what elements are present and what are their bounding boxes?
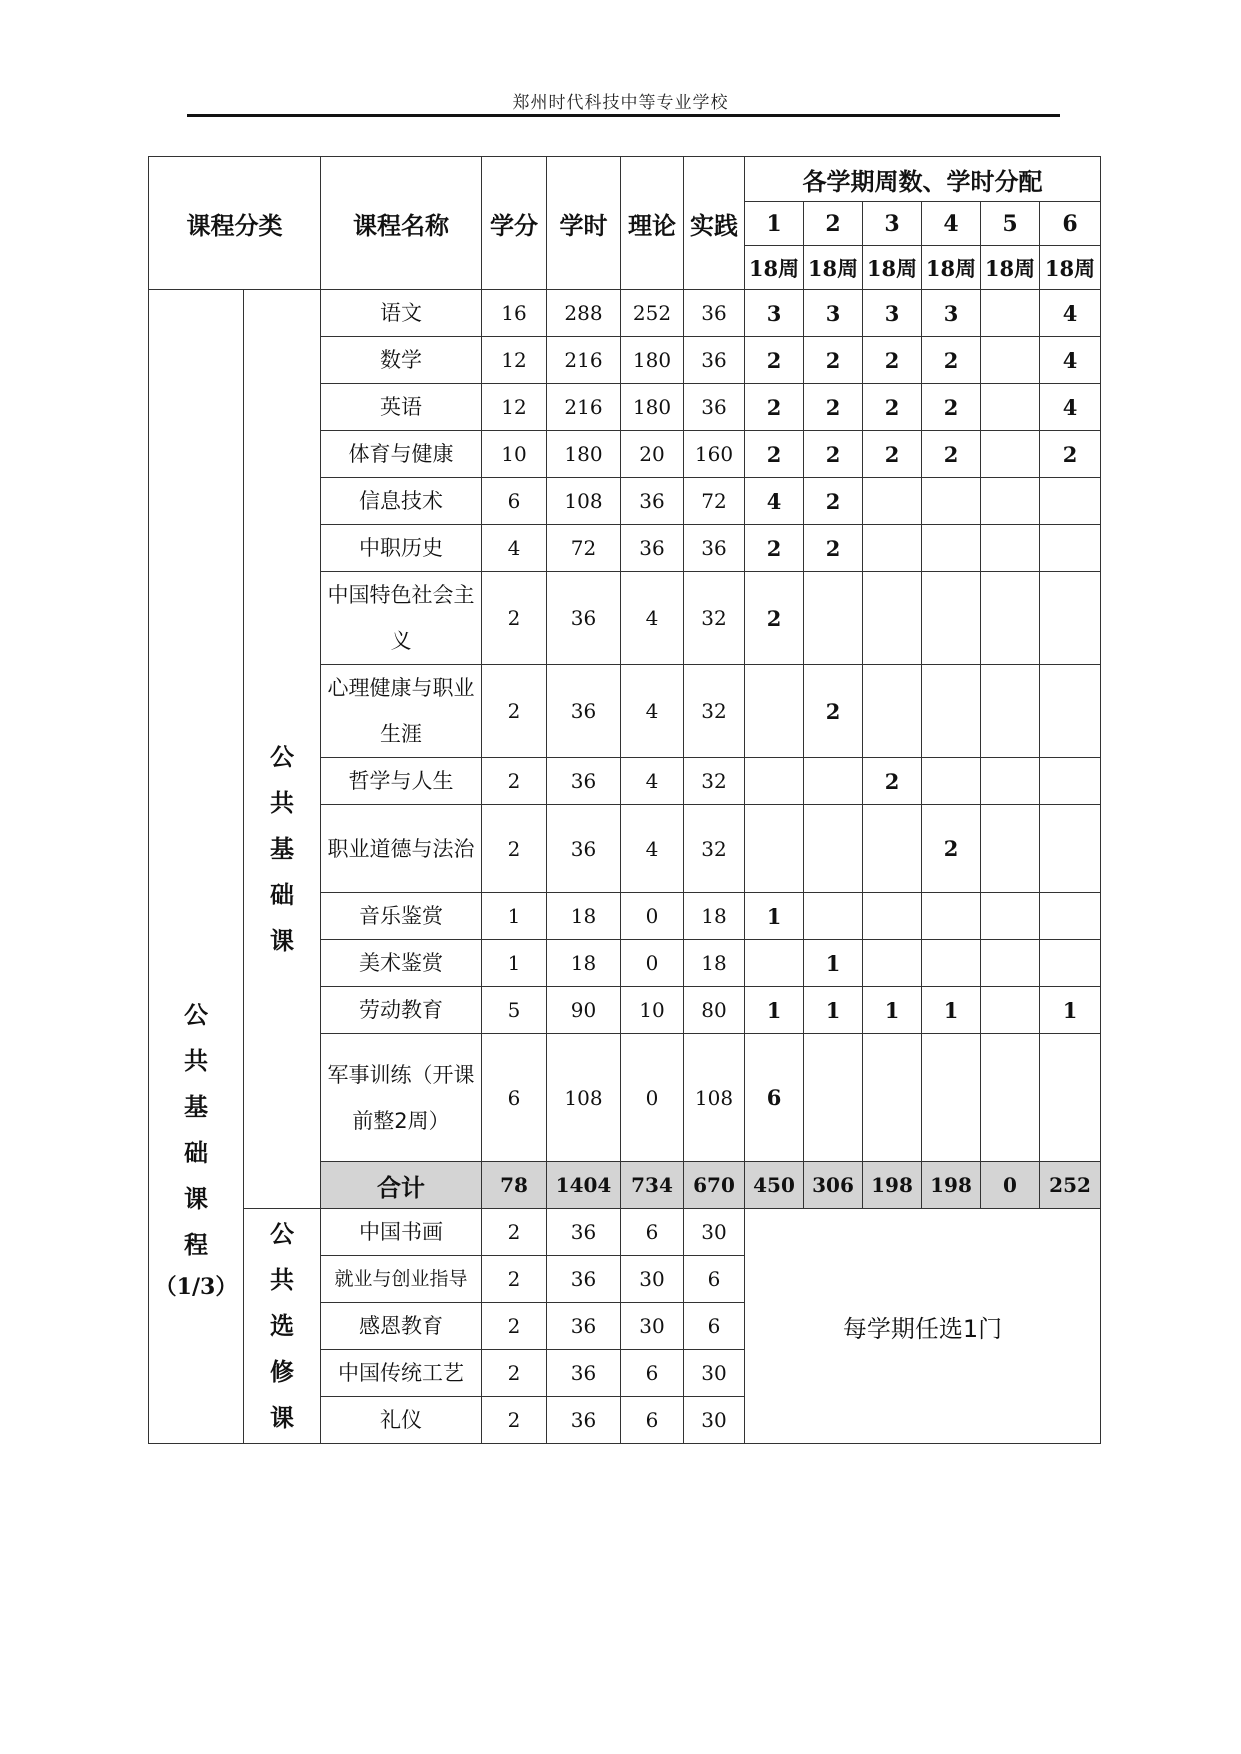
elective-practice: 30: [684, 1397, 745, 1444]
course-semester-4: [922, 478, 981, 525]
elective-hours: 36: [547, 1256, 621, 1303]
course-semester-4: 2: [922, 384, 981, 431]
total-credit: 78: [482, 1162, 547, 1209]
header-semester-6: 6: [1040, 202, 1101, 246]
total-label: 合计: [321, 1162, 482, 1209]
course-semester-5: [981, 805, 1040, 893]
elective-hours: 36: [547, 1209, 621, 1256]
elective-practice: 6: [684, 1303, 745, 1350]
course-credit: 2: [482, 665, 547, 758]
course-hours: 36: [547, 758, 621, 805]
course-semester-5: [981, 290, 1040, 337]
elective-theory: 30: [621, 1303, 684, 1350]
course-name: 音乐鉴赏: [321, 893, 482, 940]
elective-name: 中国书画: [321, 1209, 482, 1256]
course-semester-5: [981, 384, 1040, 431]
course-semester-6: [1040, 572, 1101, 665]
course-semester-6: 2: [1040, 431, 1101, 478]
course-credit: 2: [482, 758, 547, 805]
course-credit: 5: [482, 987, 547, 1034]
course-semester-1: 2: [745, 572, 804, 665]
course-semester-1: 2: [745, 384, 804, 431]
course-semester-6: 1: [1040, 987, 1101, 1034]
elective-practice: 6: [684, 1256, 745, 1303]
course-semester-2: 2: [804, 478, 863, 525]
course-theory: 4: [621, 572, 684, 665]
course-semester-5: [981, 893, 1040, 940]
course-semester-5: [981, 431, 1040, 478]
elective-credit: 2: [482, 1303, 547, 1350]
course-credit: 12: [482, 384, 547, 431]
course-name: 心理健康与职业生涯: [321, 665, 482, 758]
course-credit: 6: [482, 478, 547, 525]
course-hours: 36: [547, 572, 621, 665]
course-practice: 32: [684, 805, 745, 893]
course-semester-4: 2: [922, 431, 981, 478]
course-semester-5: [981, 987, 1040, 1034]
course-credit: 10: [482, 431, 547, 478]
course-practice: 32: [684, 665, 745, 758]
course-semester-2: [804, 758, 863, 805]
course-semester-1: [745, 665, 804, 758]
elective-practice: 30: [684, 1350, 745, 1397]
course-semester-2: 3: [804, 290, 863, 337]
total-semester-4: 198: [922, 1162, 981, 1209]
course-semester-2: 2: [804, 525, 863, 572]
course-semester-4: [922, 572, 981, 665]
header-credit: 学分: [482, 157, 547, 290]
course-name: 哲学与人生: [321, 758, 482, 805]
elective-hours: 36: [547, 1350, 621, 1397]
course-semester-2: 1: [804, 987, 863, 1034]
course-theory: 0: [621, 1034, 684, 1162]
course-name: 劳动教育: [321, 987, 482, 1034]
course-semester-6: 4: [1040, 290, 1101, 337]
course-practice: 72: [684, 478, 745, 525]
course-hours: 180: [547, 431, 621, 478]
header-course-name: 课程名称: [321, 157, 482, 290]
elective-theory: 30: [621, 1256, 684, 1303]
course-semester-6: [1040, 525, 1101, 572]
course-semester-3: [863, 1034, 922, 1162]
course-semester-6: 4: [1040, 337, 1101, 384]
header-semester-1: 1: [745, 202, 804, 246]
course-practice: 80: [684, 987, 745, 1034]
course-semester-1: 3: [745, 290, 804, 337]
course-semester-3: 3: [863, 290, 922, 337]
subcategory-elective: [244, 1209, 321, 1444]
course-credit: 1: [482, 940, 547, 987]
total-semester-5: 0: [981, 1162, 1040, 1209]
course-name: 数学: [321, 337, 482, 384]
elective-name: 礼仪: [321, 1397, 482, 1444]
course-theory: 180: [621, 384, 684, 431]
course-semester-1: 6: [745, 1034, 804, 1162]
total-semester-6: 252: [1040, 1162, 1101, 1209]
course-hours: 108: [547, 1034, 621, 1162]
course-semester-2: [804, 893, 863, 940]
course-name: 中国特色社会主义: [321, 572, 482, 665]
elective-name: 感恩教育: [321, 1303, 482, 1350]
course-semester-6: [1040, 478, 1101, 525]
course-semester-5: [981, 940, 1040, 987]
course-semester-4: 2: [922, 337, 981, 384]
elective-name: 就业与创业指导: [321, 1256, 482, 1303]
course-practice: 18: [684, 940, 745, 987]
course-name: 中职历史: [321, 525, 482, 572]
elective-hours: 36: [547, 1397, 621, 1444]
course-semester-4: [922, 1034, 981, 1162]
elective-credit: 2: [482, 1397, 547, 1444]
course-semester-3: 2: [863, 758, 922, 805]
course-hours: 36: [547, 805, 621, 893]
header-semester-5: 5: [981, 202, 1040, 246]
course-semester-6: 4: [1040, 384, 1101, 431]
curriculum-table: [148, 156, 1101, 1444]
course-name: 军事训练（开课前整2周）: [321, 1034, 482, 1162]
header-category: 课程分类: [149, 157, 321, 290]
header-weeks-5: 18周: [981, 246, 1040, 290]
course-credit: 16: [482, 290, 547, 337]
course-hours: 288: [547, 290, 621, 337]
course-semester-5: [981, 758, 1040, 805]
course-theory: 4: [621, 805, 684, 893]
course-theory: 0: [621, 940, 684, 987]
total-hours: 1404: [547, 1162, 621, 1209]
course-semester-6: [1040, 665, 1101, 758]
header-semester-4: 4: [922, 202, 981, 246]
course-semester-6: [1040, 805, 1101, 893]
course-hours: 36: [547, 665, 621, 758]
course-name: 信息技术: [321, 478, 482, 525]
course-semester-2: 1: [804, 940, 863, 987]
total-theory: 734: [621, 1162, 684, 1209]
course-semester-3: [863, 525, 922, 572]
course-practice: 36: [684, 525, 745, 572]
course-semester-3: [863, 572, 922, 665]
course-semester-1: 2: [745, 431, 804, 478]
course-hours: 18: [547, 940, 621, 987]
total-semester-1: 450: [745, 1162, 804, 1209]
course-semester-3: [863, 478, 922, 525]
course-semester-1: [745, 758, 804, 805]
course-semester-5: [981, 478, 1040, 525]
course-semester-5: [981, 572, 1040, 665]
header-hours: 学时: [547, 157, 621, 290]
course-semester-4: 1: [922, 987, 981, 1034]
header-semester-distribution: 各学期周数、学时分配: [745, 157, 1101, 202]
course-semester-1: 2: [745, 525, 804, 572]
course-semester-4: 3: [922, 290, 981, 337]
course-semester-4: [922, 665, 981, 758]
course-name: 体育与健康: [321, 431, 482, 478]
course-name: 语文: [321, 290, 482, 337]
course-theory: 4: [621, 758, 684, 805]
course-semester-3: [863, 940, 922, 987]
header-rule: [187, 114, 1060, 117]
course-credit: 6: [482, 1034, 547, 1162]
course-semester-2: [804, 1034, 863, 1162]
course-name: 职业道德与法治: [321, 805, 482, 893]
course-semester-3: 2: [863, 431, 922, 478]
elective-credit: 2: [482, 1209, 547, 1256]
course-theory: 180: [621, 337, 684, 384]
elective-practice: 30: [684, 1209, 745, 1256]
course-theory: 36: [621, 478, 684, 525]
course-semester-5: [981, 525, 1040, 572]
header-semester-3: 3: [863, 202, 922, 246]
course-semester-2: 2: [804, 384, 863, 431]
header-weeks-3: 18周: [863, 246, 922, 290]
course-theory: 252: [621, 290, 684, 337]
course-theory: 10: [621, 987, 684, 1034]
course-credit: 1: [482, 893, 547, 940]
course-semester-4: [922, 758, 981, 805]
course-semester-3: 1: [863, 987, 922, 1034]
course-semester-6: [1040, 940, 1101, 987]
course-semester-4: [922, 893, 981, 940]
course-semester-2: [804, 805, 863, 893]
elective-note: 每学期任选1门: [745, 1209, 1101, 1444]
course-hours: 72: [547, 525, 621, 572]
course-practice: 108: [684, 1034, 745, 1162]
course-semester-2: 2: [804, 337, 863, 384]
course-name: 英语: [321, 384, 482, 431]
course-practice: 36: [684, 290, 745, 337]
course-name: 美术鉴赏: [321, 940, 482, 987]
header-semester-2: 2: [804, 202, 863, 246]
header-weeks-4: 18周: [922, 246, 981, 290]
course-practice: 18: [684, 893, 745, 940]
course-practice: 32: [684, 758, 745, 805]
course-hours: 216: [547, 337, 621, 384]
course-credit: 12: [482, 337, 547, 384]
page-header-school: 郑州时代科技中等专业学校: [512, 93, 729, 113]
course-semester-4: [922, 525, 981, 572]
total-semester-2: 306: [804, 1162, 863, 1209]
course-semester-4: 2: [922, 805, 981, 893]
header-practice: 实践: [684, 157, 745, 290]
subcategory-required: [244, 290, 321, 1209]
course-semester-3: [863, 805, 922, 893]
table-row: [149, 1209, 1101, 1256]
course-semester-5: [981, 337, 1040, 384]
course-semester-1: 4: [745, 478, 804, 525]
course-semester-1: 1: [745, 987, 804, 1034]
course-semester-2: 2: [804, 665, 863, 758]
course-hours: 216: [547, 384, 621, 431]
course-semester-6: [1040, 1034, 1101, 1162]
course-semester-5: [981, 1034, 1040, 1162]
table-row: [149, 290, 1101, 337]
course-hours: 90: [547, 987, 621, 1034]
category-ratio: （1/3）: [154, 1274, 238, 1300]
elective-hours: 36: [547, 1303, 621, 1350]
course-practice: 36: [684, 337, 745, 384]
course-semester-1: [745, 940, 804, 987]
course-semester-6: [1040, 758, 1101, 805]
total-semester-3: 198: [863, 1162, 922, 1209]
total-practice: 670: [684, 1162, 745, 1209]
header-theory: 理论: [621, 157, 684, 290]
course-semester-1: [745, 805, 804, 893]
course-semester-3: 2: [863, 337, 922, 384]
course-semester-3: [863, 665, 922, 758]
elective-theory: 6: [621, 1397, 684, 1444]
course-credit: 4: [482, 525, 547, 572]
course-credit: 2: [482, 805, 547, 893]
elective-credit: 2: [482, 1350, 547, 1397]
course-practice: 36: [684, 384, 745, 431]
elective-theory: 6: [621, 1350, 684, 1397]
subcategory-required-label: 公共基础课: [269, 743, 294, 955]
elective-name: 中国传统工艺: [321, 1350, 482, 1397]
course-semester-5: [981, 665, 1040, 758]
category-public-basic: [149, 290, 244, 1444]
course-credit: 2: [482, 572, 547, 665]
course-theory: 4: [621, 665, 684, 758]
course-semester-4: [922, 940, 981, 987]
category-main-label: 公共基础课程: [183, 1001, 208, 1259]
header-weeks-2: 18周: [804, 246, 863, 290]
course-semester-2: [804, 572, 863, 665]
course-practice: 32: [684, 572, 745, 665]
course-semester-6: [1040, 893, 1101, 940]
course-theory: 20: [621, 431, 684, 478]
course-semester-1: 1: [745, 893, 804, 940]
course-theory: 0: [621, 893, 684, 940]
course-theory: 36: [621, 525, 684, 572]
course-semester-3: 2: [863, 384, 922, 431]
header-weeks-1: 18周: [745, 246, 804, 290]
course-semester-3: [863, 893, 922, 940]
elective-credit: 2: [482, 1256, 547, 1303]
course-hours: 108: [547, 478, 621, 525]
course-hours: 18: [547, 893, 621, 940]
course-semester-1: 2: [745, 337, 804, 384]
course-semester-2: 2: [804, 431, 863, 478]
course-practice: 160: [684, 431, 745, 478]
subcategory-elective-label: 公共选修课: [269, 1220, 294, 1432]
header-weeks-6: 18周: [1040, 246, 1101, 290]
elective-theory: 6: [621, 1209, 684, 1256]
